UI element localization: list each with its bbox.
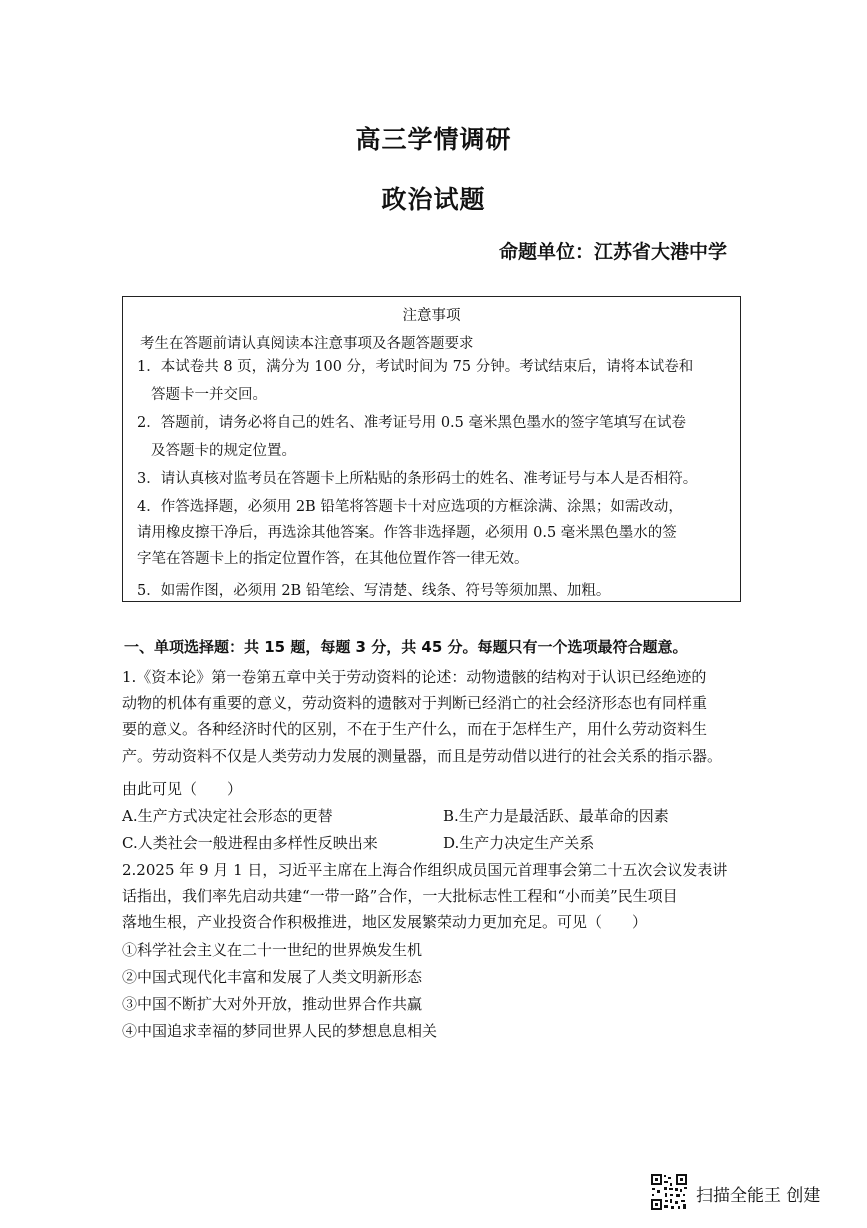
- question-2-line: 2.2025 年 9 月 1 日，习近平主席在上海合作组织成员国元首理事会第二十五次会议发表讲: [122, 861, 728, 879]
- notice-line: 1．本试卷共 8 页，满分为 100 分，考试时间为 75 分钟。考试结束后，请将本试卷和: [137, 359, 694, 375]
- exam-title: 高三学情调研: [355, 125, 512, 154]
- notice-line: 及答题卡的规定位置。: [151, 443, 296, 459]
- notice-line: 5．如需作图，必须用 2B 铅笔绘、写清楚、线条、符号等须加黑、加粗。: [137, 583, 611, 599]
- question-1-line: 要的意义。各种经济时代的区别，不在于生产什么，而在于怎样生产，用什么劳动资料生: [122, 720, 708, 738]
- question-2-line: 话指出，我们率先启动共建“一带一路”合作，一大批标志性工程和“小而美”民生项目: [122, 887, 678, 905]
- question-2-item: ④中国追求幸福的梦同世界人民的梦想息息相关: [122, 1022, 438, 1040]
- exam-subject: 政治试题: [381, 185, 486, 214]
- question-2-line: 落地生根，产业投资合作积极推进，地区发展繁荣动力更加充足。可见（ ）: [122, 913, 648, 931]
- author-unit: 命题单位：江苏省大港中学: [498, 241, 727, 263]
- notice-line: 答题卡一并交回。: [151, 387, 267, 403]
- notice-line: 请用橡皮擦干净后，再选涂其他答案。作答非选择题，必须用 0.5 毫米黑色墨水的签: [137, 525, 677, 541]
- question-1-line: 产。劳动资料不仅是人类劳动力发展的测量器，而且是劳动借以进行的社会关系的指示器。: [122, 747, 723, 765]
- scanner-watermark: [650, 1173, 840, 1213]
- question-1-line: 1.《资本论》第一卷第五章中关于劳动资料的论述：动物遗骸的结构对于认识已经绝迹的: [122, 668, 707, 686]
- question-1-option-b: B.生产力是最活跃、最革命的因素: [443, 807, 669, 825]
- notice-line: 2．答题前，请务必将自己的姓名、准考证号用 0.5 毫米黑色墨水的签字笔填写在试卷: [137, 415, 687, 431]
- question-2-item: ②中国式现代化丰富和发展了人类文明新形态: [122, 968, 423, 986]
- notice-box: [122, 296, 741, 602]
- section-heading: 一、单项选择题：共 15 题，每题 3 分，共 45 分。每题只有一个选项最符合题意。: [124, 638, 688, 656]
- question-2-item: ①科学社会主义在二十一世纪的世界焕发生机: [122, 941, 423, 959]
- question-1-option-d: D.生产力决定生产关系: [443, 834, 595, 852]
- question-2-item: ③中国不断扩大对外开放，推动世界合作共赢: [122, 995, 423, 1013]
- notice-line: 4．作答选择题，必须用 2B 铅笔将答题卡十对应选项的方框涂满、涂黑；如需改动，: [137, 499, 683, 515]
- question-1-option-a: A.生产方式决定社会形态的更替: [122, 807, 333, 825]
- scanner-brand-text: 扫描全能王 创建: [696, 1186, 821, 1206]
- notice-line: 3．请认真核对监考员在答题卡上所粘贴的条形码士的姓名、准考证号与本人是否相符。: [137, 471, 698, 487]
- question-1-option-c: C.人类社会一般进程由多样性反映出来: [122, 834, 378, 852]
- notice-intro: 考生在答题前请认真阅读本注意事项及各题答题要求: [140, 336, 474, 352]
- notice-title: 注意事项: [402, 308, 461, 324]
- question-1-line: 动物的机体有重要的意义，劳动资料的遗骸对于判断已经消亡的社会经济形态也有同样重: [122, 694, 708, 712]
- qr-code-icon: [650, 1173, 688, 1211]
- question-1-line: 由此可见（ ）: [122, 780, 243, 798]
- notice-line: 字笔在答题卡上的指定位置作答，在其他位置作答一律无效。: [137, 551, 529, 567]
